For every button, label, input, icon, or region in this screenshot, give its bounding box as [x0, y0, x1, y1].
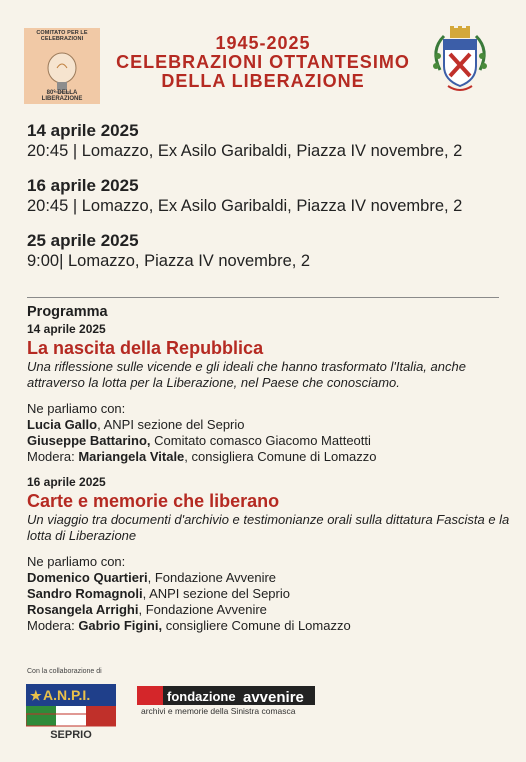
speaker-role: , ANPI sezione del Seprio: [97, 417, 245, 432]
program-event: [27, 475, 517, 634]
program-event-title: La nascita della Repubblica: [27, 338, 264, 358]
title-line2: CELEBRAZIONI OTTANTESIMO: [116, 52, 410, 72]
speaker-name: Mariangela Vitale: [78, 449, 185, 464]
speaker-list: [27, 554, 517, 634]
anpi-star-icon: ★: [30, 688, 42, 703]
speaker-role: Comitato comasco Giacomo Matteotti: [150, 433, 371, 448]
fondazione-subtitle: archivi e memorie della Sinistra comasca: [141, 706, 296, 716]
speaker: [27, 570, 517, 586]
committee-logo-bottom-text: 80° DELLA LIBERAZIONE: [41, 90, 83, 102]
speaker-role: , Fondazione Avvenire: [147, 570, 277, 585]
speaker-prefix: Modera:: [27, 618, 79, 633]
header: [0, 0, 526, 112]
speaker-intro: Ne parliamo con:: [27, 401, 126, 416]
program-section: [27, 303, 517, 634]
speaker-role: consigliere Comune di Lomazzo: [162, 618, 351, 633]
committee-logo-top-text: COMITATO PER LE CELEBRAZIONI: [36, 30, 88, 42]
collaboration-label: Con la collaborazione di: [27, 668, 102, 675]
date-block: [27, 120, 517, 162]
speaker: [27, 586, 517, 602]
speaker-intro: Ne parliamo con:: [27, 554, 126, 569]
speaker-prefix: Modera:: [27, 449, 79, 464]
fondazione-name-part1: fondazione: [167, 689, 236, 704]
speaker-name: Rosangela Arrighi: [27, 602, 139, 617]
speaker-name: Lucia Gallo: [27, 417, 98, 432]
date-block: [27, 230, 517, 272]
program-event-description: Un viaggio tra documenti d'archivio e testimonianze orali sulla dittatura Fascista e la lotta di Liberazione: [27, 512, 510, 543]
program-event-title: Carte e memorie che liberano: [27, 491, 280, 511]
speaker: [27, 449, 517, 465]
program-event-date: 14 aprile 2025: [27, 322, 106, 336]
speaker-role: , Fondazione Avvenire: [138, 602, 267, 617]
event-location: 20:45 | Lomazzo, Ex Asilo Garibaldi, Piazza IV novembre, 2: [27, 142, 463, 160]
anpi-logo: [26, 684, 116, 742]
anpi-logo-name: A.N.P.I.: [43, 687, 91, 703]
speaker-role: , consigliera Comune di Lomazzo: [184, 449, 377, 464]
program-heading: Programma: [27, 304, 108, 320]
event-location: 20:45 | Lomazzo, Ex Asilo Garibaldi, Piazza IV novembre, 2: [27, 197, 463, 215]
title-years: 1945-2025: [215, 33, 311, 53]
title-line3: DELLA LIBERAZIONE: [161, 71, 365, 91]
program-event-date: 16 aprile 2025: [27, 475, 106, 489]
program-event-description: Una riflessione sulle vicende e gli ideali che hanno trasformato l'Italia, anche attraverso la lotta per la Liberazione, nel Paese che conosciamo.: [27, 359, 466, 390]
speaker: [27, 417, 517, 433]
divider: [27, 297, 499, 298]
dates-section: [27, 120, 517, 285]
event-location: 9:00| Lomazzo, Piazza IV novembre, 2: [27, 252, 311, 270]
speaker: [27, 618, 517, 634]
speaker-name: Gabrio Figini,: [78, 618, 163, 633]
speaker: [27, 433, 517, 449]
committee-logo: [24, 28, 100, 104]
speaker-name: Domenico Quartieri: [27, 570, 148, 585]
fondazione-name-part2: avvenire: [243, 689, 304, 706]
event-date: 16 aprile 2025: [27, 176, 139, 195]
fondazione-avvenire-logo: [137, 686, 315, 716]
program-event: [27, 322, 517, 465]
speaker-name: Sandro Romagnoli: [27, 586, 143, 601]
speaker-role: , ANPI sezione del Seprio: [142, 586, 290, 601]
anpi-logo-sub: SEPRIO: [50, 729, 92, 741]
event-date: 25 aprile 2025: [27, 231, 139, 250]
event-date: 14 aprile 2025: [27, 121, 139, 140]
municipal-crest-icon: [428, 26, 492, 106]
page-title: [104, 34, 422, 91]
date-block: [27, 175, 517, 217]
speaker: [27, 602, 517, 618]
speaker-name: Giuseppe Battarino,: [27, 433, 151, 448]
speaker-list: [27, 401, 517, 465]
